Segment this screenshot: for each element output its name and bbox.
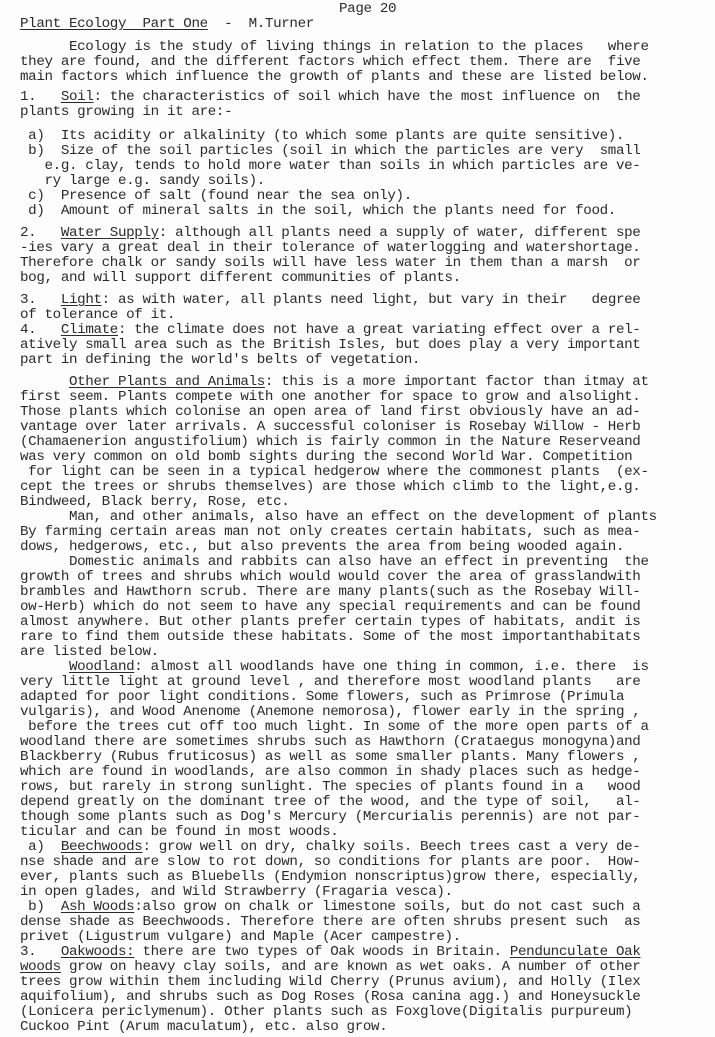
line-text: cept the trees or shrubs themselves) are those which climb to the light,e.g. xyxy=(20,479,641,495)
line-text: there are two types of Oak woods in Britain. xyxy=(134,944,510,960)
section-heading: Climate xyxy=(60,322,118,338)
line-text: main factors which influence the growth of plants and these are listed below. xyxy=(20,69,649,85)
line-text: was very common on old bomb sights during the second World War. Competition xyxy=(20,449,633,465)
line-text: rows, but rarely in strong sunlight. The species of plants found in a wood xyxy=(20,779,641,795)
line-text: almost anywhere. But other plants prefer certain types of habitats, andit is xyxy=(20,614,641,630)
line-text: first seem. Plants compete with one another for space to grow and alsolight. xyxy=(20,389,641,405)
line-text: ticular and can be found in most woods. xyxy=(20,824,339,840)
author: M.Turner xyxy=(248,16,314,32)
line-text: Blackberry (Rubus fruticosus) as well as some smaller plants. Many flowers , xyxy=(20,749,641,765)
title-separator: - xyxy=(207,16,249,32)
line-text: bog, and will support different communities of plants. xyxy=(20,270,461,286)
line-text: c) Presence of salt (found near the sea only). xyxy=(20,188,412,204)
line-text: (Chamaenerion angustifolium) which is fairly common in the Nature Reserveand xyxy=(20,434,641,450)
document-header xyxy=(20,17,314,32)
line-text: depend greatly on the dominant tree of the wood, and the type of soil, al- xyxy=(20,794,641,810)
text-line xyxy=(20,353,420,368)
section-heading: Soil xyxy=(60,89,94,105)
document-title: Plant Ecology Part One xyxy=(20,16,208,32)
line-text: ow-Herb) which do not seem to have any special requirements and can be found xyxy=(20,599,641,615)
section-heading: Ash Woods xyxy=(60,899,135,915)
line-text: ever, plants such as Bluebells (Endymion nonscriptus)grow there, especially, xyxy=(20,869,641,885)
section-heading: Other Plants and Animals xyxy=(68,374,265,390)
line-text: nse shade and are slow to rot down, so conditions for plants are poor. How- xyxy=(20,854,641,870)
line-text: Cuckoo Pint (Arum maculatum), etc. also grow. xyxy=(20,1019,388,1035)
line-text: Therefore chalk or sandy soils will have less water in them than a marsh or xyxy=(20,255,641,271)
line-text: before the trees cut off too much light. In some of the more open parts of a xyxy=(20,719,649,735)
line-text: By farming certain areas man not only creates certain habitats, such as mea- xyxy=(20,524,641,540)
line-text: aquifolium), and shrubs such as Dog Roses (Rosa canina agg.) and Honeysuckle xyxy=(20,989,641,1005)
section-heading: Light xyxy=(60,292,102,308)
text-line xyxy=(20,271,461,286)
line-text: plants growing in it are:- xyxy=(20,104,233,120)
page-number: Page 20 xyxy=(339,1,397,17)
line-text: dows, hedgerows, etc., but also prevents the area from being wooded again. xyxy=(20,539,625,555)
line-text: Bindweed, Black berry, Rose, etc. xyxy=(20,494,290,510)
line-text: part in defining the world's belts of vegetation. xyxy=(20,352,421,368)
line-text: Those plants which colonise an open area of land first obviously have an ad- xyxy=(20,404,641,420)
line-text: trees grow within them including Wild Cherry (Prunus avium), and Holly (Ilex xyxy=(20,974,641,990)
section-heading: woods xyxy=(20,959,61,975)
line-text: ry large e.g. sandy soils). xyxy=(20,173,265,189)
line-text: vulgaris), and Wood Anenome (Anemone nemorosa), flower early in the spring , xyxy=(20,704,641,720)
line-text: grow on heavy clay soils, and are known as wet oaks. A number of other xyxy=(60,959,641,975)
line-prefix: 2. xyxy=(20,225,61,241)
line-text: Ecology is the study of living things in relation to the places where xyxy=(20,39,649,55)
line-text: very little light at ground level , and therefore most woodland plants are xyxy=(20,674,641,690)
line-prefix: 3. xyxy=(20,292,61,308)
line-prefix: 1. xyxy=(20,89,61,105)
line-text: are listed below. xyxy=(20,644,159,660)
line-text: which are found in woodlands, are also common in shady places such as hedge- xyxy=(20,764,641,780)
line-prefix: 4. xyxy=(20,322,61,338)
section-heading: Water Supply xyxy=(60,225,159,241)
line-text: growth of trees and shrubs which would would cover the area of grasslandwith xyxy=(20,569,641,585)
text-line xyxy=(20,105,232,120)
line-text: e.g. clay, tends to hold more water than soils in which particles are ve- xyxy=(20,158,641,174)
line-text: atively small area such as the British Isles, but does play a very important xyxy=(20,337,641,353)
text-line xyxy=(20,70,649,85)
line-text: : as with water, all plants need light, but vary in their degree xyxy=(101,292,641,308)
line-prefix: a) xyxy=(20,839,61,855)
line-text: d) Amount of mineral salts in the soil, which the plants need for food. xyxy=(20,203,616,219)
section-heading: Oakwoods: xyxy=(60,944,135,960)
line-text: privet (Ligustrum vulgare) and Maple (Acer campestre). xyxy=(20,929,461,945)
line-text: Domestic animals and rabbits can also have an effect in preventing the xyxy=(20,554,649,570)
line-text: :also grow on chalk or limestone soils, but do not cast such a xyxy=(134,899,641,915)
text-line xyxy=(20,204,616,219)
line-text: : the climate does not have a great variating effect over a rel- xyxy=(117,322,641,338)
line-text: brambles and Hawthorn scrub. There are many plants(such as the Rosebay Will- xyxy=(20,584,641,600)
line-text: woodland there are sometimes shrubs such as Hawthorn (Crataegus monogyna)and xyxy=(20,734,641,750)
line-text: for light can be seen in a typical hedgerow where the commonest plants (ex- xyxy=(20,464,649,480)
line-text: : this is a more important factor than itmay at xyxy=(264,374,649,390)
line-text: adapted for poor light conditions. Some flowers, such as Primrose (Primula xyxy=(20,689,625,705)
line-text: a) Its acidity or alkalinity (to which some plants are quite sensitive). xyxy=(20,128,625,144)
line-text: dense shade as Beechwoods. Therefore there are often shrubs present such as xyxy=(20,914,641,930)
line-text: of tolerance of it. xyxy=(20,307,176,323)
section-heading: Pendunculate Oak xyxy=(509,944,641,960)
line-text: : the characteristics of soil which have the most influence on the xyxy=(93,89,641,105)
line-text: : grow well on dry, chalky soils. Beech trees cast a very de- xyxy=(142,839,641,855)
line-text: (Lonicera periclymenum). Other plants such as Foxglove(Digitalis purpureum) xyxy=(20,1004,633,1020)
section-heading: Beechwoods xyxy=(60,839,143,855)
line-text: rare to find them outside these habitats. Some of the most importanthabitats xyxy=(20,629,641,645)
line-text: in open glades, and Wild Strawberry (Fragaria vesca). xyxy=(20,884,453,900)
line-text: b) Size of the soil particles (soil in which the particles are very small xyxy=(20,143,641,159)
line-text: : although all plants need a supply of water, different spe xyxy=(158,225,641,241)
line-prefix xyxy=(20,659,69,675)
line-prefix: b) xyxy=(20,899,61,915)
line-text: though some plants such as Dog's Mercury (Mercurialis perennis) are not par- xyxy=(20,809,641,825)
line-prefix xyxy=(20,374,69,390)
line-text: vantage over later arrivals. A successful coloniser is Rosebay Willow - Herb xyxy=(20,419,641,435)
text-line xyxy=(20,1020,387,1035)
section-heading: Woodland xyxy=(68,659,135,675)
line-text: : almost all woodlands have one thing in common, i.e. there is xyxy=(134,659,649,675)
line-text: -ies vary a great deal in their tolerance of waterlogging and watershortage. xyxy=(20,240,641,256)
line-prefix: 3. xyxy=(20,944,61,960)
line-text: they are found, and the different factors which effect them. There are five xyxy=(20,54,641,70)
line-text: Man, and other animals, also have an effect on the development of plants xyxy=(20,509,657,525)
